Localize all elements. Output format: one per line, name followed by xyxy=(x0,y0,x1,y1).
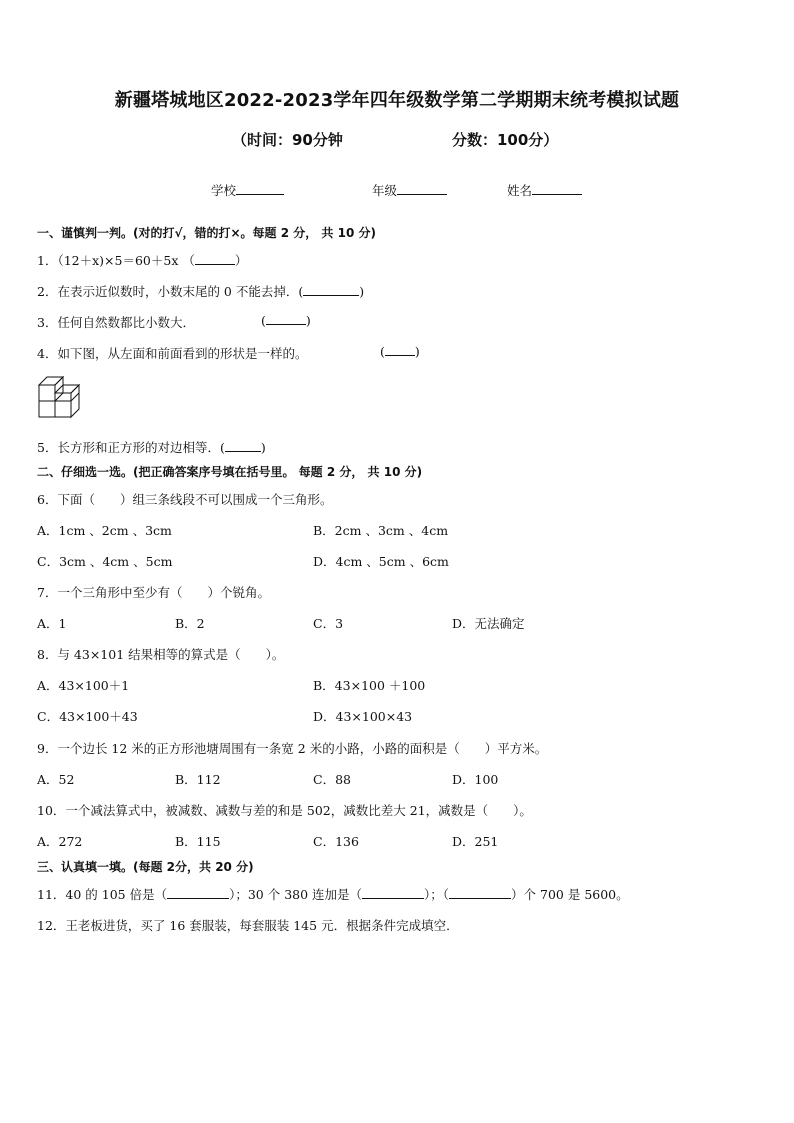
answer-blank-1[interactable] xyxy=(195,253,235,265)
school-line[interactable] xyxy=(236,182,284,195)
question-10-option-d[interactable]: D．251 xyxy=(452,834,499,849)
question-11-part-3: ）；（ xyxy=(424,887,450,902)
question-12: 12．王老板进货，买了 16 套服装，每套服装 145 元．根据条件完成填空． xyxy=(37,918,459,933)
question-7-option-a[interactable]: A．1 xyxy=(37,616,67,631)
school-label: 学校 xyxy=(211,183,237,198)
question-8-option-b[interactable]: B．43×100 ＋100 xyxy=(313,678,426,693)
exam-time: （时间：90分钟 xyxy=(232,131,343,149)
question-3-start: ( xyxy=(261,313,266,328)
cube-face xyxy=(39,385,55,401)
question-4-answer xyxy=(380,344,420,359)
question-10-option-a[interactable]: A．272 xyxy=(37,834,83,849)
question-11-part-2: ）；30 个 380 连加是（ xyxy=(229,887,363,902)
question-9-option-d[interactable]: D．100 xyxy=(452,772,499,787)
name-field[interactable] xyxy=(507,181,582,199)
question-6-option-a[interactable]: A．1cm 、2cm 、3cm xyxy=(37,523,172,538)
question-8-option-d[interactable]: D．43×100×43 xyxy=(313,709,413,724)
question-5 xyxy=(37,438,266,456)
question-3-answer xyxy=(261,313,311,328)
answer-blank-2[interactable] xyxy=(303,284,359,296)
question-3 xyxy=(37,313,195,331)
question-2-text: 2．在表示近似数时，小数末尾的 0 不能去掉．( xyxy=(37,284,304,299)
question-3-end: ) xyxy=(305,313,311,328)
question-10-option-b[interactable]: B．115 xyxy=(175,834,221,849)
question-5-end: ) xyxy=(260,440,266,455)
question-6: 6．下面（ ）组三条线段不可以围成一个三角形。 xyxy=(37,492,333,507)
section-2-title: 二、仔细选一选。(把正确答案序号填在括号里。 每题 2 分， 共 10 分) xyxy=(37,465,423,479)
section-3-title: 三、认真填一填。(每题 2分，共 20 分) xyxy=(37,860,254,874)
question-4-end: ) xyxy=(414,344,420,359)
question-10: 10．一个减法算式中，被减数、减数与差的和是 502，减数比差大 21，减数是（ ）。 xyxy=(37,803,532,818)
question-4-text: 4．如下图，从左面和前面看到的形状是一样的。 xyxy=(37,346,308,361)
question-6-option-c[interactable]: C．3cm 、4cm 、5cm xyxy=(37,554,173,569)
question-7-option-d[interactable]: D．无法确定 xyxy=(452,616,525,631)
question-8: 8．与 43×101 结果相等的算式是（ ）。 xyxy=(37,647,285,662)
grade-line[interactable] xyxy=(397,182,447,195)
question-6-option-d[interactable]: D．4cm 、5cm 、6cm xyxy=(313,554,449,569)
question-8-option-a[interactable]: A．43×100＋1 xyxy=(37,678,130,693)
cube-face xyxy=(55,401,71,417)
answer-blank-11b[interactable] xyxy=(362,887,424,899)
question-9: 9．一个边长 12 米的正方形池塘周围有一条宽 2 米的小路，小路的面积是（ ）平方米。 xyxy=(37,741,548,756)
question-5-text: 5．长方形和正方形的对边相等．( xyxy=(37,440,225,455)
name-label: 姓名 xyxy=(507,183,533,198)
question-1 xyxy=(37,251,247,269)
question-4 xyxy=(37,344,307,362)
question-7: 7．一个三角形中至少有（ ）个锐角。 xyxy=(37,585,270,600)
answer-blank-4[interactable] xyxy=(385,344,415,356)
answer-blank-11c[interactable] xyxy=(449,887,511,899)
question-8-option-c[interactable]: C．43×100＋43 xyxy=(37,709,138,724)
school-field[interactable] xyxy=(211,181,284,199)
cube-face xyxy=(71,385,79,417)
answer-blank-5[interactable] xyxy=(225,440,261,452)
grade-field[interactable] xyxy=(372,181,447,199)
question-9-option-a[interactable]: A．52 xyxy=(37,772,75,787)
question-2-end: ) xyxy=(359,284,365,299)
cube-face xyxy=(39,401,55,417)
question-3-text: 3．任何自然数都比小数大． xyxy=(37,315,195,330)
question-9-option-b[interactable]: B．112 xyxy=(175,772,221,787)
question-2 xyxy=(37,282,364,300)
question-7-option-c[interactable]: C．3 xyxy=(313,616,344,631)
cube-stack-figure xyxy=(37,373,87,421)
exam-score: 分数：100分） xyxy=(452,131,559,149)
question-9-option-c[interactable]: C．88 xyxy=(313,772,351,787)
question-1-text: 1．（12＋x)×5＝60＋5x （ xyxy=(37,253,195,268)
section-1-title: 一、谨慎判一判。(对的打√，错的打×。每题 2 分， 共 10 分) xyxy=(37,226,376,240)
question-7-option-b[interactable]: B．2 xyxy=(175,616,205,631)
answer-blank-11a[interactable] xyxy=(167,887,229,899)
question-1-end: ） xyxy=(234,253,248,268)
question-11-part-4: ）个 700 是 5600。 xyxy=(511,887,629,902)
grade-label: 年级 xyxy=(372,183,398,198)
answer-blank-3[interactable] xyxy=(266,313,306,325)
question-11 xyxy=(37,885,629,903)
question-6-option-b[interactable]: B．2cm 、3cm 、4cm xyxy=(313,523,449,538)
page-title: 新疆塔城地区2022-2023学年四年级数学第二学期期末统考模拟试题 xyxy=(114,90,680,111)
name-line[interactable] xyxy=(532,182,582,195)
question-4-start: ( xyxy=(380,344,385,359)
question-11-part-1: 11．40 的 105 倍是（ xyxy=(37,887,168,902)
question-10-option-c[interactable]: C．136 xyxy=(313,834,359,849)
cube-face xyxy=(55,393,71,401)
cube-edge xyxy=(71,393,79,401)
